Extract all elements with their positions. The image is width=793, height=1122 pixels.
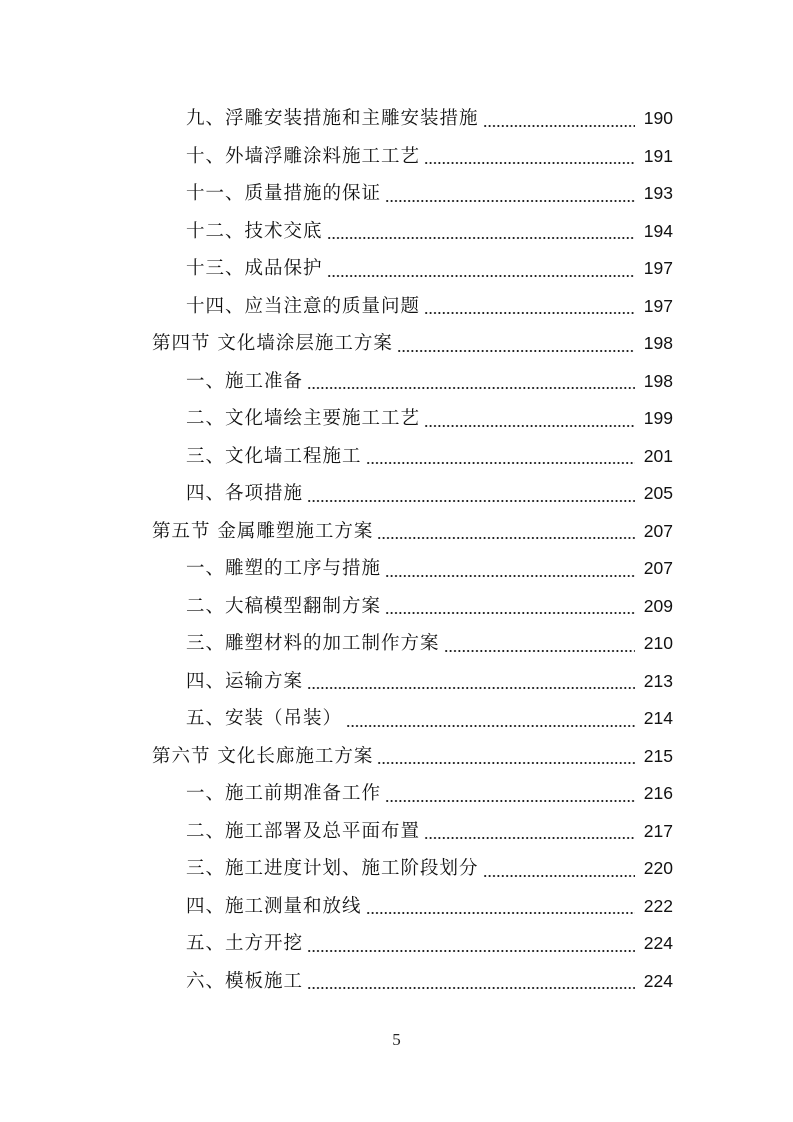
toc-entry-title: 五、土方开挖 [186,933,304,954]
toc-entry-title: 三、雕塑材料的加工制作方案 [186,633,440,654]
dot-leader [424,162,635,164]
toc-entry-title: 十三、成品保护 [186,258,323,279]
dot-leader [424,312,635,314]
toc-entry-page: 198 [643,333,673,353]
dot-leader [307,987,635,989]
toc-entry-page: 222 [643,895,673,916]
toc-entry-page: 190 [643,108,673,128]
toc-entry-title: 二、大稿模型翻制方案 [186,595,382,617]
toc-entry-page: 210 [643,633,673,653]
dot-leader [424,837,635,839]
dot-leader [377,537,635,539]
toc-entry-title: 十一、质量措施的保证 [186,183,382,204]
toc-entry-title: 十、外墙浮雕涂料施工工艺 [186,145,421,167]
toc-section-title: 第五节 金属雕塑施工方案 [152,520,374,542]
dot-leader [385,200,635,202]
toc-entry-page: 193 [643,183,673,203]
toc-entry-title: 一、雕塑的工序与措施 [186,558,382,579]
dot-leader [385,575,635,577]
toc-entry[interactable] [0,963,793,1001]
toc-entry-page: 216 [643,783,673,803]
toc-entry-title: 十四、应当注意的质量问题 [186,295,421,317]
table-of-contents [0,100,793,1000]
toc-entry-title: 四、施工测量和放线 [186,895,362,917]
toc-entry-title: 六、模板施工 [186,970,304,992]
toc-entry-title: 四、运输方案 [186,670,304,692]
toc-entry-page: 194 [643,220,673,241]
toc-entry-page: 220 [643,858,673,878]
toc-section-title: 第四节 文化墙涂层施工方案 [152,333,393,354]
toc-entry[interactable] [0,775,793,813]
dot-leader [366,912,635,914]
toc-section[interactable] [0,738,793,776]
dot-leader [327,237,635,239]
dot-leader [307,387,635,389]
dot-leader [444,650,635,652]
toc-entry[interactable] [0,175,793,213]
dot-leader [483,125,635,127]
toc-entry[interactable] [0,363,793,401]
dot-leader [424,425,635,427]
dot-leader [307,687,635,689]
toc-entry-page: 224 [643,970,673,991]
toc-entry-page: 214 [643,708,673,728]
dot-leader [346,725,635,727]
toc-entry[interactable] [0,550,793,588]
toc-entry[interactable] [0,888,793,926]
toc-entry-title: 十二、技术交底 [186,220,323,242]
toc-entry-title: 三、文化墙工程施工 [186,445,362,467]
toc-entry-title: 一、施工准备 [186,370,304,392]
toc-section-title: 第六节 文化长廊施工方案 [152,745,374,767]
toc-entry-title: 二、施工部署及总平面布置 [186,820,421,842]
toc-entry[interactable] [0,250,793,288]
toc-entry[interactable] [0,438,793,476]
toc-entry-page: 224 [643,933,673,953]
toc-entry-page: 215 [643,745,673,766]
toc-entry-title: 四、各项措施 [186,483,304,504]
toc-entry-page: 217 [643,820,673,841]
toc-entry[interactable] [0,288,793,326]
toc-entry-title: 一、施工前期准备工作 [186,783,382,804]
toc-entry-page: 207 [643,520,673,541]
toc-entry-page: 198 [643,370,673,391]
toc-entry-title: 二、文化墙绘主要施工工艺 [186,408,421,429]
toc-section[interactable] [0,325,793,363]
toc-entry[interactable] [0,813,793,851]
toc-entry-title: 五、安装（吊装） [186,708,343,729]
toc-entry[interactable] [0,625,793,663]
page-number: 5 [392,1030,401,1049]
toc-entry-page: 199 [643,408,673,428]
toc-entry-page: 209 [643,595,673,616]
toc-entry-title: 九、浮雕安装措施和主雕安装措施 [186,108,479,129]
toc-entry[interactable] [0,100,793,138]
toc-entry[interactable] [0,925,793,963]
toc-entry-title: 三、施工进度计划、施工阶段划分 [186,858,479,879]
toc-entry-page: 207 [643,558,673,578]
toc-entry[interactable] [0,850,793,888]
toc-entry[interactable] [0,700,793,738]
dot-leader [307,950,635,952]
toc-entry-page: 205 [643,483,673,503]
toc-entry[interactable] [0,475,793,513]
toc-entry-page: 191 [643,145,673,166]
toc-entry[interactable] [0,588,793,626]
dot-leader [483,875,635,877]
toc-section[interactable] [0,513,793,551]
dot-leader [307,500,635,502]
toc-entry-page: 197 [643,295,673,316]
dot-leader [366,462,635,464]
toc-entry-page: 201 [643,445,673,466]
toc-entry[interactable] [0,400,793,438]
toc-entry-page: 213 [643,670,673,691]
dot-leader [397,350,635,352]
toc-entry[interactable] [0,213,793,251]
dot-leader [385,800,635,802]
toc-entry[interactable] [0,663,793,701]
toc-entry-page: 197 [643,258,673,278]
dot-leader [377,762,635,764]
dot-leader [327,275,635,277]
toc-entry[interactable] [0,138,793,176]
dot-leader [385,612,635,614]
